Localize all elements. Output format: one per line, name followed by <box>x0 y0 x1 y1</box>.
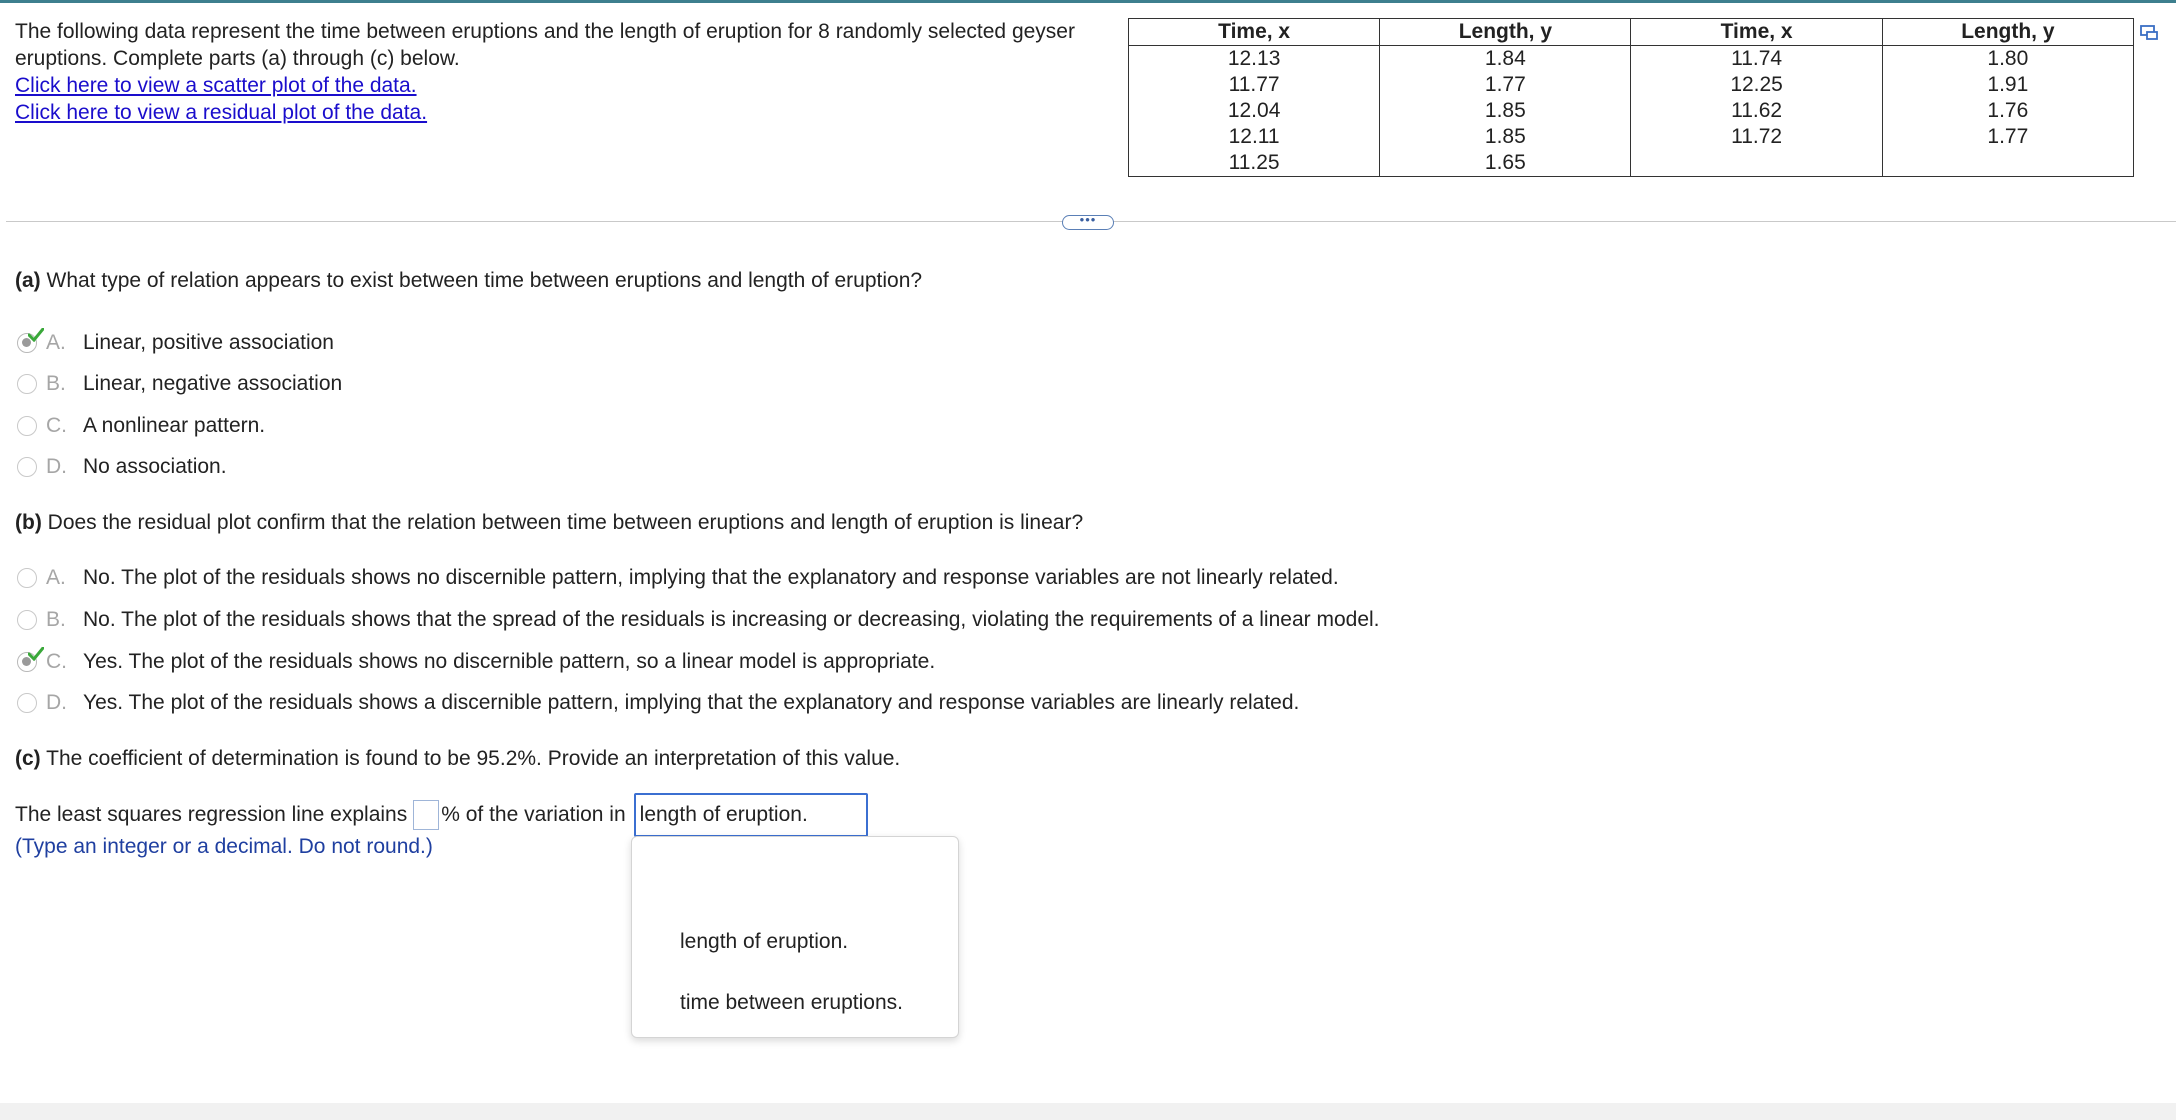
copy-table-icon[interactable] <box>2140 24 2160 42</box>
table-cell <box>1882 150 2133 177</box>
option-text: No association. <box>83 455 227 478</box>
variable-dropdown-menu <box>631 836 959 1038</box>
problem-intro <box>15 18 1095 126</box>
percent-input[interactable] <box>413 800 439 830</box>
part-b-option-d[interactable] <box>17 690 1299 716</box>
option-text: Yes. The plot of the residuals shows no discernible pattern, so a linear model is appropriate. <box>83 650 936 673</box>
table-cell: 12.04 <box>1129 98 1380 124</box>
table-row <box>1129 150 2134 177</box>
part-b-option-b[interactable] <box>17 607 1380 633</box>
radio-icon[interactable] <box>17 568 37 588</box>
part-b-label: (b) <box>15 511 42 534</box>
option-text: Linear, negative association <box>83 372 343 395</box>
radio-icon[interactable] <box>17 693 37 713</box>
table-cell: 11.72 <box>1631 124 1882 150</box>
variable-select[interactable]: length of eruption. <box>634 793 868 837</box>
table-cell: 1.84 <box>1380 46 1631 73</box>
table-cell: 12.13 <box>1129 46 1380 73</box>
table-row <box>1129 124 2134 150</box>
answer-line <box>15 797 868 833</box>
part-b-question <box>15 510 1083 536</box>
option-text: Yes. The plot of the residuals shows a discernible pattern, implying that the explanatory and response variables are linearly related. <box>83 691 1300 714</box>
part-b-text: Does the residual plot confirm that the relation between time between eruptions and length of eruption is linear? <box>41 511 1084 534</box>
option-letter: D. <box>46 455 67 478</box>
table-cell: 1.76 <box>1882 98 2133 124</box>
dropdown-option-length[interactable]: length of eruption. <box>680 930 849 953</box>
table-header-row <box>1129 19 2134 46</box>
option-text: Linear, positive association <box>83 331 334 354</box>
scatter-plot-link[interactable]: Click here to view a scatter plot of the data. <box>15 74 417 97</box>
table-cell: 1.65 <box>1380 150 1631 177</box>
option-letter: B. <box>46 608 66 631</box>
part-a-option-d[interactable] <box>17 454 227 480</box>
expand-toggle-button[interactable]: ••• <box>1062 215 1114 230</box>
dropdown-option-time[interactable]: time between eruptions. <box>680 991 903 1014</box>
data-table <box>1128 18 2134 177</box>
option-letter: C. <box>46 414 67 437</box>
table-cell: 11.74 <box>1631 46 1882 73</box>
footer-bar <box>0 1103 2176 1120</box>
table-cell: 1.91 <box>1882 72 2133 98</box>
part-c-label: (c) <box>15 747 41 770</box>
table-cell: 11.77 <box>1129 72 1380 98</box>
header-time-x-2: Time, x <box>1631 19 1882 46</box>
table-row <box>1129 72 2134 98</box>
table-cell: 12.11 <box>1129 124 1380 150</box>
part-b-option-c[interactable] <box>17 649 935 675</box>
top-accent-bar <box>0 0 2176 3</box>
answer-mid: % of the variation in <box>441 803 626 826</box>
table-row <box>1129 98 2134 124</box>
option-text: No. The plot of the residuals shows that the spread of the residuals is increasing or decreasing, violating the requirements of a linear model. <box>83 608 1380 631</box>
part-a-option-b[interactable] <box>17 371 342 397</box>
table-cell <box>1631 150 1882 177</box>
radio-icon[interactable] <box>17 457 37 477</box>
radio-icon[interactable] <box>17 374 37 394</box>
option-letter: A. <box>46 566 66 589</box>
part-b-option-a[interactable] <box>17 565 1339 591</box>
residual-plot-link[interactable]: Click here to view a residual plot of the data. <box>15 101 428 124</box>
radio-icon[interactable] <box>17 610 37 630</box>
option-letter: B. <box>46 372 66 395</box>
table-cell: 1.85 <box>1380 124 1631 150</box>
table-cell: 12.25 <box>1631 72 1882 98</box>
table-cell: 1.77 <box>1380 72 1631 98</box>
radio-selected-icon[interactable] <box>17 333 37 353</box>
part-a-option-a[interactable] <box>17 330 334 356</box>
option-text: A nonlinear pattern. <box>83 414 266 437</box>
checkmark-icon <box>28 328 44 342</box>
part-a-option-c[interactable] <box>17 413 265 439</box>
part-a-question <box>15 268 922 294</box>
radio-icon[interactable] <box>17 416 37 436</box>
part-c-question <box>15 746 900 772</box>
answer-prefix: The least squares regression line explains <box>15 803 408 826</box>
option-letter: C. <box>46 650 67 673</box>
table-cell: 1.80 <box>1882 46 2133 73</box>
radio-selected-icon[interactable] <box>17 652 37 672</box>
table-cell: 1.85 <box>1380 98 1631 124</box>
option-letter: D. <box>46 691 67 714</box>
checkmark-icon <box>28 647 44 661</box>
intro-text: The following data represent the time between eruptions and the length of eruption for 8 randomly selected geyser eruptions. Complete parts (a) through (c) below. <box>15 20 1075 70</box>
table-cell: 11.62 <box>1631 98 1882 124</box>
option-text: No. The plot of the residuals shows no discernible pattern, implying that the explanatory and response variables are not linearly related. <box>83 566 1339 589</box>
header-length-y-1: Length, y <box>1380 19 1631 46</box>
header-time-x-1: Time, x <box>1129 19 1380 46</box>
input-hint: (Type an integer or a decimal. Do not round.) <box>15 835 433 858</box>
table-cell: 1.77 <box>1882 124 2133 150</box>
table-cell: 11.25 <box>1129 150 1380 177</box>
part-a-label: (a) <box>15 269 41 292</box>
part-a-text: What type of relation appears to exist between time between eruptions and length of eruption? <box>40 269 923 292</box>
option-letter: A. <box>46 331 66 354</box>
header-length-y-2: Length, y <box>1882 19 2133 46</box>
part-c-text: The coefficient of determination is found to be 95.2%. Provide an interpretation of this value. <box>40 747 901 770</box>
table-row <box>1129 46 2134 73</box>
